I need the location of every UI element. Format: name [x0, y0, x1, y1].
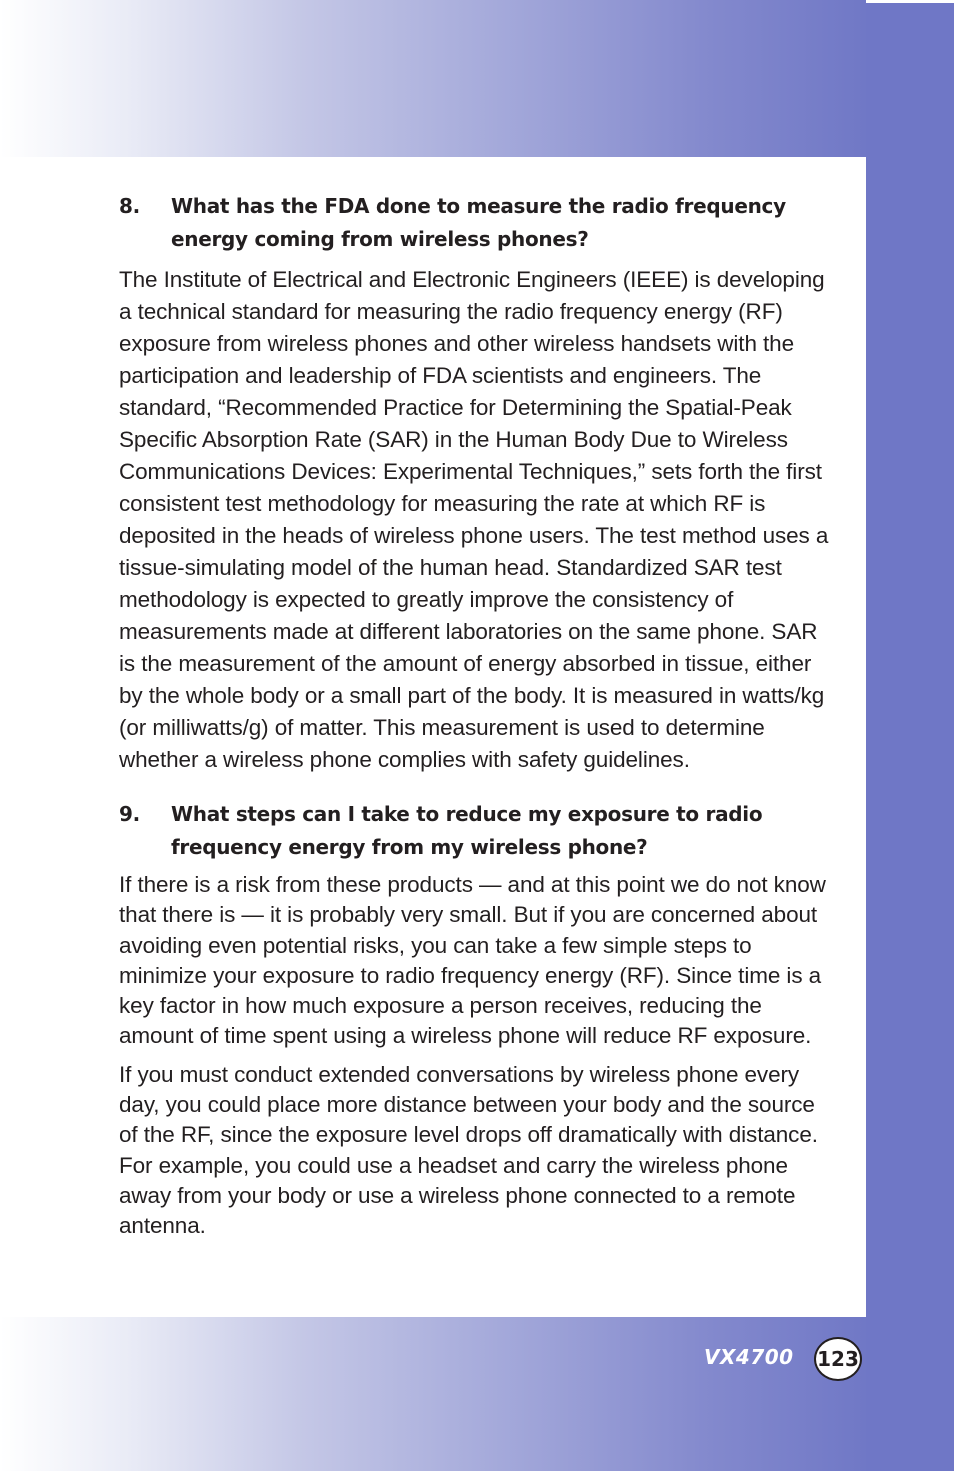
side-band-top-line — [866, 0, 954, 3]
model-name: VX4700 — [704, 1345, 794, 1369]
page-content — [119, 190, 831, 1242]
page-number-badge: 123 — [814, 1337, 862, 1381]
header-gradient-band — [0, 0, 866, 157]
footer-gradient-band — [0, 1317, 866, 1471]
side-color-band — [866, 0, 954, 1471]
question-9 — [119, 798, 831, 864]
answer-9-paragraph-1: If there is a risk from these products — and at this point we do not know that there is — it is probably very small. But if you are concerned about avoiding even potential risks, you can take a few simple steps to minimize your exposure to radio frequency energy (RF). Since time is a key factor in how much exposure a person receives, reducing the amount of time spent using a wireless phone will reduce RF exposure. — [119, 872, 826, 1049]
question-number: 8. — [119, 194, 140, 218]
question-text: What steps can I take to reduce my exposure to radio frequency energy from my wireless phone? — [171, 802, 763, 859]
answer-9-paragraph-2: If you must conduct extended conversations by wireless phone every day, you could place more distance between your body and the source of the RF, since the exposure level drops off dramatically with distance. For example, you could use a headset and carry the wireless phone away from your body or use a wireless phone connected to a remote antenna. — [119, 1061, 818, 1239]
question-number: 9. — [119, 802, 140, 826]
answer-8-paragraph-1: The Institute of Electrical and Electronic Engineers (IEEE) is developing a technical standard for measuring the radio frequency energy (RF) exposure from wireless phones and other wireless handsets with the participation and leadership of FDA scientists and engineers. The standard, “Recommended Practice for Determining the Spatial-Peak Specific Absorption Rate (SAR) in the Human Body Due to Wireless Communications Devices: Experimental Techniques,” sets forth the first consistent test methodology for measuring the rate at which RF is deposited in the heads of wireless phone users. The test method uses a tissue-simulating model of the human head. Standardized SAR test methodology is expected to greatly improve the consistency of measurements made at different laboratories on the same phone. SAR is the measurement of the amount of energy absorbed in tissue, either by the whole body or a small part of the body. It is measured in watts/kg (or milliwatts/g) of matter. This measurement is used to determine whether a wireless phone complies with safety guidelines. — [119, 267, 829, 772]
question-8 — [119, 190, 831, 256]
question-text: What has the FDA done to measure the radio frequency energy coming from wireless phones? — [171, 194, 786, 251]
